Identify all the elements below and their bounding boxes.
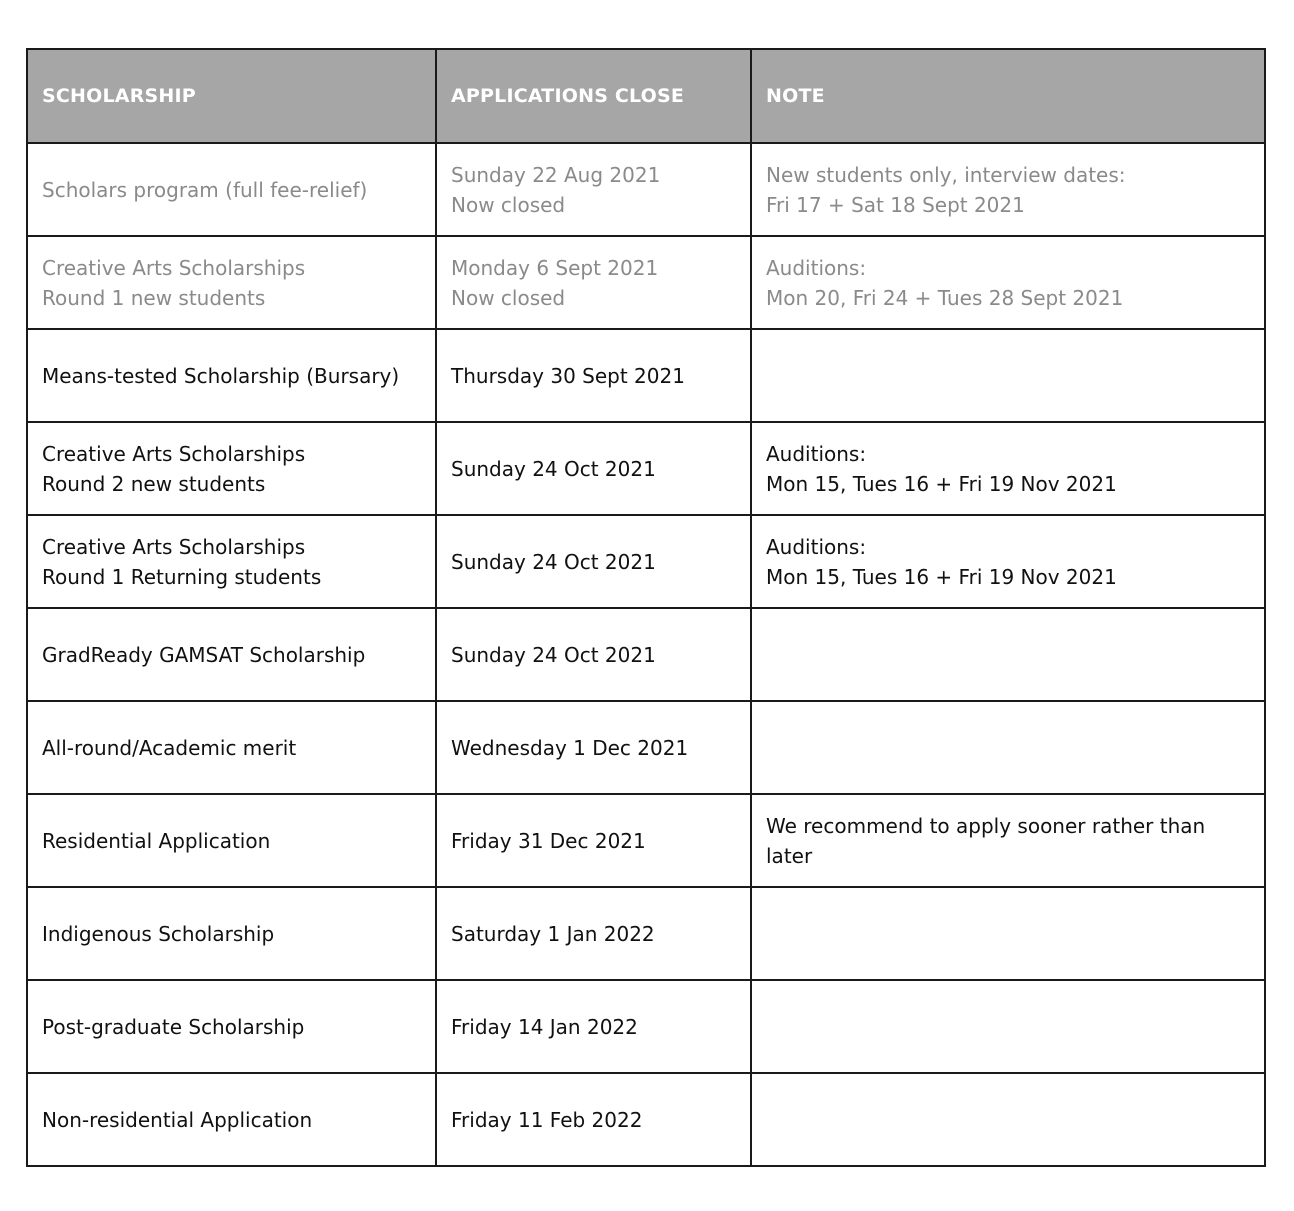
scholarship-cell bbox=[27, 143, 436, 236]
note-text: Mon 15, Tues 16 + Fri 19 Nov 2021 bbox=[766, 471, 1117, 496]
note-cell bbox=[751, 515, 1265, 608]
applications-close-cell bbox=[436, 143, 751, 236]
scholarship-text: Creative Arts Scholarships bbox=[42, 255, 306, 280]
note-text: We recommend to apply sooner rather than later bbox=[766, 813, 1206, 868]
note-cell bbox=[751, 236, 1265, 329]
applications-close-text: Sunday 24 Oct 2021 bbox=[451, 456, 656, 481]
note-cell bbox=[751, 1073, 1265, 1166]
table-row bbox=[27, 1073, 1265, 1166]
scholarship-text: GradReady GAMSAT Scholarship bbox=[42, 642, 366, 667]
table-row bbox=[27, 794, 1265, 887]
applications-close-text: Now closed bbox=[451, 192, 566, 217]
table-row bbox=[27, 329, 1265, 422]
applications-close-cell bbox=[436, 329, 751, 422]
header-applications-close: APPLICATIONS CLOSE bbox=[436, 49, 751, 143]
scholarship-text: Round 2 new students bbox=[42, 471, 266, 496]
note-cell bbox=[751, 329, 1265, 422]
note-text: Fri 17 + Sat 18 Sept 2021 bbox=[766, 192, 1025, 217]
note-cell bbox=[751, 794, 1265, 887]
scholarship-text: Residential Application bbox=[42, 828, 271, 853]
scholarship-text: Round 1 Returning students bbox=[42, 564, 322, 589]
header-note: NOTE bbox=[751, 49, 1265, 143]
applications-close-text: Saturday 1 Jan 2022 bbox=[451, 921, 655, 946]
note-cell bbox=[751, 422, 1265, 515]
applications-close-text: Sunday 24 Oct 2021 bbox=[451, 642, 656, 667]
scholarship-text: Creative Arts Scholarships bbox=[42, 534, 306, 559]
scholarship-cell bbox=[27, 701, 436, 794]
scholarship-text: Scholars program (full fee-relief) bbox=[42, 177, 368, 202]
note-text: Auditions: bbox=[766, 441, 867, 466]
note-text: New students only, interview dates: bbox=[766, 162, 1126, 187]
applications-close-text: Sunday 22 Aug 2021 bbox=[451, 162, 661, 187]
applications-close-text: Sunday 24 Oct 2021 bbox=[451, 549, 656, 574]
table-row bbox=[27, 236, 1265, 329]
applications-close-text: Wednesday 1 Dec 2021 bbox=[451, 735, 689, 760]
table-row bbox=[27, 422, 1265, 515]
note-text: Mon 15, Tues 16 + Fri 19 Nov 2021 bbox=[766, 564, 1117, 589]
scholarship-cell bbox=[27, 236, 436, 329]
note-text: Auditions: bbox=[766, 534, 867, 559]
scholarship-text: Indigenous Scholarship bbox=[42, 921, 275, 946]
note-text: Mon 20, Fri 24 + Tues 28 Sept 2021 bbox=[766, 285, 1124, 310]
applications-close-text: Friday 11 Feb 2022 bbox=[451, 1107, 643, 1132]
applications-close-cell bbox=[436, 515, 751, 608]
table-row bbox=[27, 608, 1265, 701]
scholarship-text: Round 1 new students bbox=[42, 285, 266, 310]
scholarship-text: Creative Arts Scholarships bbox=[42, 441, 306, 466]
note-cell bbox=[751, 980, 1265, 1073]
table-body bbox=[27, 143, 1265, 1166]
scholarship-text: All-round/Academic merit bbox=[42, 735, 297, 760]
scholarship-cell bbox=[27, 794, 436, 887]
header-row bbox=[27, 49, 1265, 143]
scholarship-cell bbox=[27, 1073, 436, 1166]
scholarship-cell bbox=[27, 887, 436, 980]
applications-close-cell bbox=[436, 422, 751, 515]
applications-close-cell bbox=[436, 794, 751, 887]
applications-close-text: Monday 6 Sept 2021 bbox=[451, 255, 659, 280]
note-cell bbox=[751, 608, 1265, 701]
scholarship-text: Post-graduate Scholarship bbox=[42, 1014, 305, 1039]
header-scholarship: SCHOLARSHIP bbox=[27, 49, 436, 143]
applications-close-cell bbox=[436, 887, 751, 980]
applications-close-cell bbox=[436, 701, 751, 794]
table-row bbox=[27, 701, 1265, 794]
table-row bbox=[27, 515, 1265, 608]
scholarship-text: Means-tested Scholarship (Bursary) bbox=[42, 363, 400, 388]
scholarship-text: Non-residential Application bbox=[42, 1107, 313, 1132]
note-text: Auditions: bbox=[766, 255, 867, 280]
scholarship-cell bbox=[27, 980, 436, 1073]
applications-close-cell bbox=[436, 980, 751, 1073]
applications-close-text: Now closed bbox=[451, 285, 566, 310]
applications-close-cell bbox=[436, 608, 751, 701]
note-cell bbox=[751, 701, 1265, 794]
applications-close-text: Friday 31 Dec 2021 bbox=[451, 828, 646, 853]
scholarship-cell bbox=[27, 329, 436, 422]
table-row bbox=[27, 887, 1265, 980]
note-cell bbox=[751, 143, 1265, 236]
applications-close-cell bbox=[436, 236, 751, 329]
table-row bbox=[27, 980, 1265, 1073]
note-cell bbox=[751, 887, 1265, 980]
scholarship-cell bbox=[27, 608, 436, 701]
scholarship-cell bbox=[27, 422, 436, 515]
applications-close-cell bbox=[436, 1073, 751, 1166]
table-row bbox=[27, 143, 1265, 236]
applications-close-text: Thursday 30 Sept 2021 bbox=[451, 363, 685, 388]
applications-close-text: Friday 14 Jan 2022 bbox=[451, 1014, 638, 1039]
scholarship-cell bbox=[27, 515, 436, 608]
scholarship-schedule-table bbox=[26, 48, 1266, 1167]
